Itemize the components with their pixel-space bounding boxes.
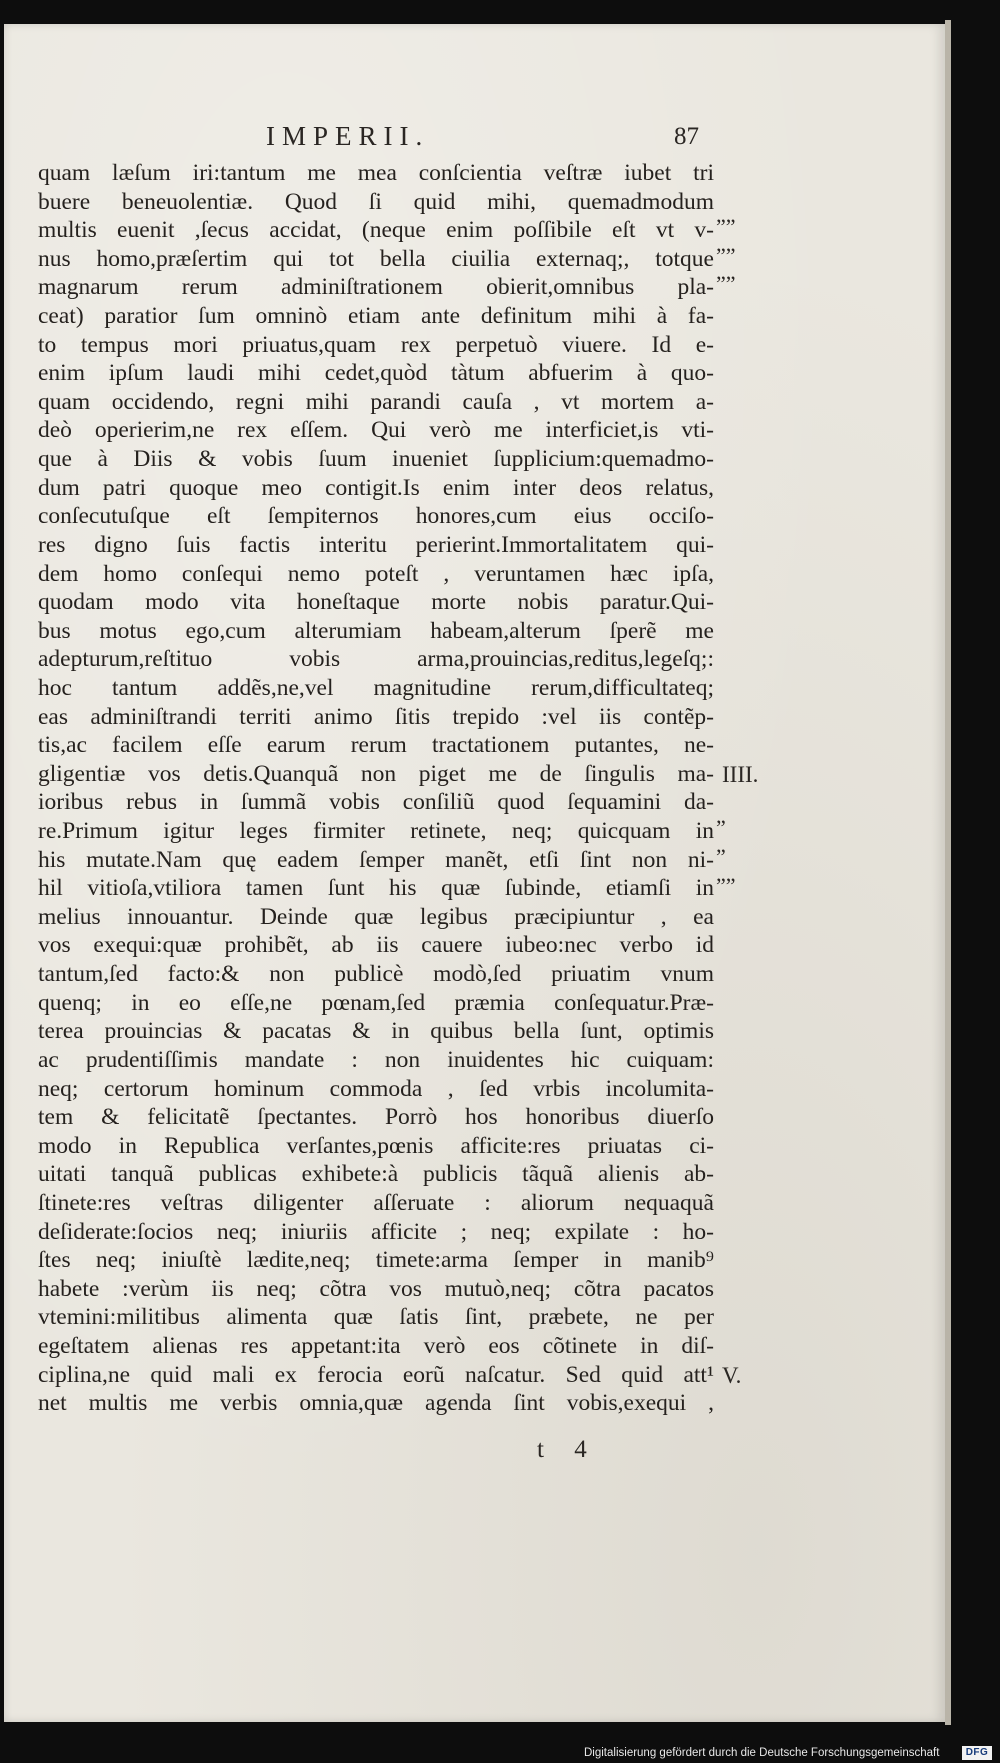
body-text — [38, 159, 714, 1418]
text-line: tantum,ſed facto:& non publicè modò,ſed priuatim vnum — [38, 961, 714, 988]
text-line: hoc tantum addẽs,ne,vel magnitudine rerum,difficultateq; — [38, 674, 714, 701]
page-edge — [945, 20, 951, 1725]
text-line: eas adminiſtrandi territi animo ſitis trepido :vel iis contẽp- — [38, 703, 714, 730]
text-line: hil vitioſa,vtiliora tamen ſunt his quæ ſubinde, etiamſi in — [38, 875, 714, 902]
text-line: ciplina,ne quid mali ex ferocia eorũ naſcatur. Sed quid att¹ — [38, 1361, 714, 1388]
running-head — [4, 121, 945, 161]
text-line: uitati tanquã publicas exhibete:à publicis tãquã alienis ab- — [38, 1161, 714, 1188]
book-page — [4, 24, 945, 1722]
text-line: quam læſum iri:tantum me mea conſcientia veſtræ iubet tri — [38, 160, 714, 186]
text-line: bus motus ego,cum alterumiam habeam,alterum ſperẽ me — [38, 617, 714, 644]
text-line: buere beneuolentiæ. Quod ſi quid mihi, quemadmodum — [38, 188, 714, 215]
text-line: ioribus rebus in ſummã vobis conſiliũ quod ſequamini da- — [38, 789, 714, 816]
margin-mark: ”” — [716, 271, 736, 297]
text-line: terea prouincias & pacatas & in quibus bella ſunt, optimis — [38, 1018, 714, 1045]
text-line: habete :verùm iis neq; cõtra vos mutuò,neq; cõtra pacatos — [38, 1275, 714, 1302]
text-line: adepturum,reſtituo vobis arma,prouincias,reditus,legeſq;: — [38, 646, 714, 673]
text-line: to tempus mori priuatus,quam rex perpetuò viuere. Id e- — [38, 331, 714, 358]
text-line: conſecutuſque eſt ſempiternos honores,cum eius occiſo- — [38, 503, 714, 530]
signature-line — [4, 1436, 945, 1466]
text-line: tis,ac facilem eſſe earum rerum tractationem putantes, ne- — [38, 732, 714, 759]
text-line: que à Diis & vobis ſuum inueniet ſupplicium:quemadmo- — [38, 446, 714, 473]
text-line: net multis me verbis omnia,quæ agenda ſint vobis,exequi , — [38, 1390, 714, 1417]
text-line: melius innouantur. Deinde quæ legibus præcipiuntur , ea — [38, 903, 714, 930]
dfg-logo: DFG — [962, 1746, 992, 1760]
text-line: re.Primum igitur leges firmiter retinete, neq; quicquam in — [38, 818, 714, 845]
text-line: his mutate.Nam quę eadem ſemper manẽt, etſi ſint non ni- — [38, 846, 714, 873]
text-line: magnarum rerum adminiſtrationem obierit,omnibus pla- — [38, 274, 714, 301]
digitization-credit: Digitalisierung gefördert durch die Deutsche Forschungsgemeinschaft — [584, 1747, 940, 1759]
text-line: ac prudentiſſimis mandate : non inuidentes hic cuiquam: — [38, 1046, 714, 1073]
margin-mark: V. — [722, 1363, 742, 1389]
text-line: egeſtatem alienas res appetant:ita verò eos cõtinete in diſ- — [38, 1332, 714, 1359]
page-number: 87 — [674, 123, 699, 150]
text-line: vos exequi:quæ prohibẽt, ab iis cauere iubeo:nec verbo id — [38, 932, 714, 959]
text-line: deſiderate:ſocios neq; iniuriis afficite ; neq; expilate : ho- — [38, 1218, 714, 1245]
text-line: quam occidendo, regni mihi parandi cauſa , vt mortem a- — [38, 388, 714, 415]
text-line: vtemini:militibus alimenta quæ ſatis ſint, præbete, ne per — [38, 1304, 714, 1331]
text-line: quodam modo vita honeſtaque morte nobis paratur.Qui- — [38, 589, 714, 616]
text-line: nus homo,præſertim qui tot bella ciuilia externaq;, totque — [38, 245, 714, 272]
text-line: neq; certorum hominum commoda , ſed vrbis incolumita- — [38, 1075, 714, 1102]
margin-mark: IIII. — [722, 762, 759, 788]
margin-mark: ” — [716, 815, 726, 841]
running-title: IMPERII. — [266, 121, 430, 151]
margin-mark: ” — [716, 843, 726, 869]
margin-mark: ”” — [716, 214, 736, 240]
text-line: modo in Republica verſantes,pœnis afficite:res priuatas ci- — [38, 1132, 714, 1159]
text-line: quenq; in eo eſſe,ne pœnam,ſed præmia conſequatur.Præ- — [38, 989, 714, 1016]
text-line: dum patri quoque meo contigit.Is enim inter deos relatus, — [38, 474, 714, 501]
text-line: dem homo conſequi nemo poteſt , veruntamen hæc ipſa, — [38, 560, 714, 587]
text-line: enim ipſum laudi mihi cedet,quòd tàtum abfuerim à quo- — [38, 360, 714, 387]
text-line: deò operierim,ne rex eſſem. Qui verò me interficiet,is vti- — [38, 417, 714, 444]
signature-mark: t 4 — [537, 1436, 599, 1463]
text-line: multis euenit ,ſecus accidat, (neque enim poſſibile eſt vt v- — [38, 217, 714, 244]
text-line: ceat) paratior ſum omninò etiam ante definitum mihi à fa- — [38, 303, 714, 330]
text-line: res digno ſuis factis interitu perierint.Immortalitatem qui- — [38, 531, 714, 558]
margin-mark: ”” — [716, 242, 736, 268]
text-line: tem & felicitatẽ ſpectantes. Porrò hos honoribus diuerſo — [38, 1104, 714, 1131]
margin-mark: ”” — [716, 872, 736, 898]
text-line: gligentiæ vos detis.Quanquã non piget me de ſingulis ma- — [38, 760, 714, 787]
text-line: ſtinete:res veſtras diligenter aſſeruate : aliorum nequaquã — [38, 1189, 714, 1216]
text-line: ſtes neq; iniuſtè lædite,neq; timete:arma ſemper in manib⁹ — [38, 1247, 714, 1274]
